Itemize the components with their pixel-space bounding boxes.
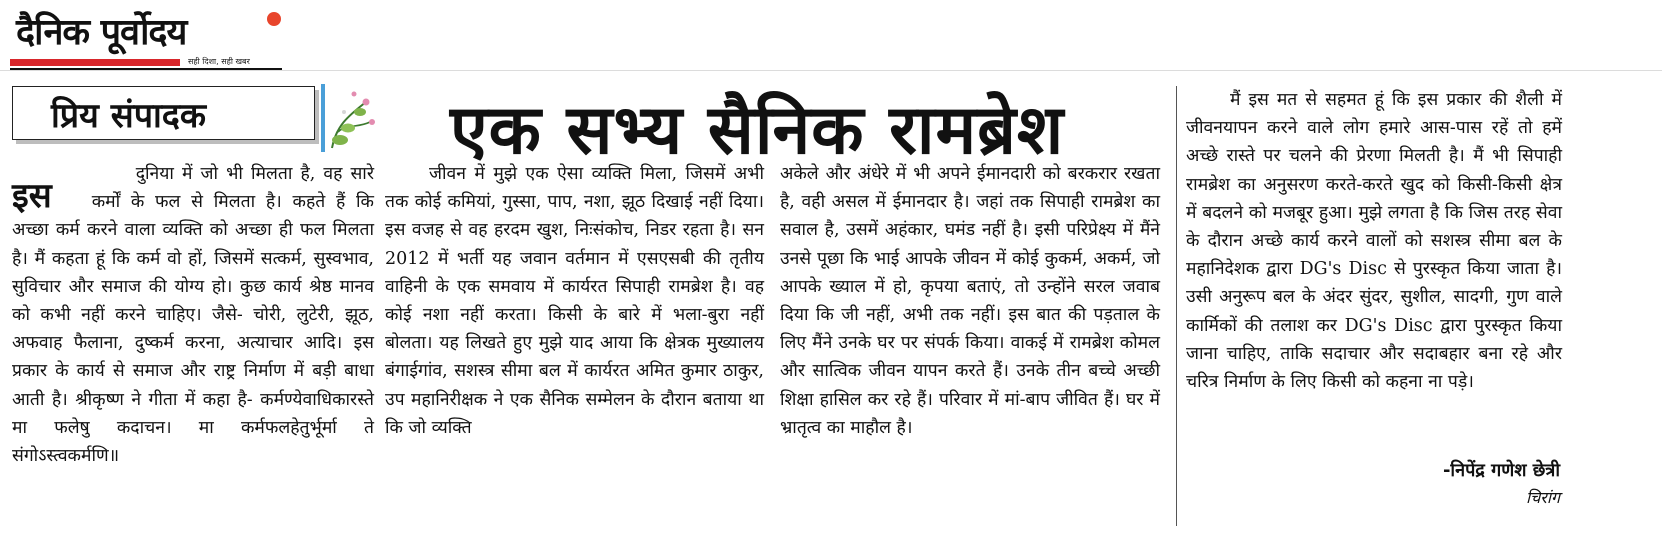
article-headline: एक सभ्य सैनिक रामब्रेश [450, 91, 1065, 170]
author-place: चिरांग [1525, 488, 1560, 507]
section-label: प्रिय संपादक [51, 96, 206, 136]
masthead [10, 4, 285, 70]
newspaper-name: दैनिक पूर्वोदय [16, 12, 187, 53]
flower-ornament-icon [318, 82, 378, 154]
newspaper-tagline: सही दिशा, सही खबर [188, 57, 250, 66]
masthead-underline [10, 68, 282, 70]
author-byline: -निपेंद्र गणेश छेत्री [1442, 460, 1560, 481]
article-column-3 [780, 160, 1160, 442]
column-3-text: अकेले और अंधेरे में भी अपने ईमानदारी को बरकरार रखता है, वही असल में ईमानदार है। जहां तक सिपाही रामब्रेश का सवाल है, उसमें अहंकार, घमंड नहीं है। इसी परिप्रेक्ष्य में मैंने उनसे पूछा कि भाई आपके जीवन में कोई कुकर्म, अकर्म, जो आपके ख्याल में हो, कृपया बताएं, तो उन्होंने सरल जवाब दिया कि जी नहीं, अभी तक नहीं। इस बात की पड़ताल के लिए मैंने उनके घर पर संपर्क किया। वाकई में रामब्रेश कोमल और सात्विक जीवन यापन करते हैं। उनके तीन बच्चे अच्छी शिक्षा हासिल कर रहे हैं। परिवार में मां-बाप जीवित हैं। घर में भ्रातृत्व का माहौल है। [780, 164, 1160, 438]
section-label-box [12, 86, 315, 140]
column-2-text: जीवन में मुझे एक ऐसा व्यक्ति मिला, जिसमें अभी तक कोई कमियां, गुस्सा, पाप, नशा, झूठ दिखाई नहीं दिया। इस वजह से वह हरदम खुश, निःसंकोच, निडर रहता है। सन 2012 में भर्ती यह जवान वर्तमान में एसएसबी की तृतीय वाहिनी के एक समवाय में कार्यरत सिपाही रामब्रेश है। वह कोई नशा नहीं करता। किसी के बारे में भला-बुरा नहीं बोलता। यह लिखते हुए मुझे याद आया कि क्षेत्रक मुख्यालय बंगाईगांव, सशस्त्र सीमा बल में कार्यरत अमित कुमार ठाकुर, उप महानिरीक्षक ने एक सैनिक सम्मेलन के दौरान बताया था कि जो व्यक्ति [385, 164, 764, 438]
article-column-2 [385, 160, 764, 442]
drop-cap: इस [12, 176, 52, 216]
article-column-4 [1186, 86, 1562, 396]
column-1-text: दुनिया में जो भी मिलता है, वह सारे कर्मों के फल से मिलता है। कहते हैं कि अच्छा कर्म करने वाला व्यक्ति को अच्छा ही फल मिलता है। मैं कहता हूं कि कर्म वो हों, जिसमें सत्कर्म, सुस्वभाव, सुविचार और समाज की योग्य हो। कुछ कार्य श्रेष्ठ मानव को कभी नहीं करने चाहिए। जैसे- चोरी, लुटेरी, झूठ, अफवाह फैलाना, दुष्कर्म करना, अत्याचार आदि। इस प्रकार के कार्य से समाज और राष्ट्र निर्माण में बड़ी बाधा आती है। श्रीकृष्ण ने गीता में कहा है- कर्मण्येवाधिकारस्ते मा फलेषु कदाचन। मा कर्मफलहेतुर्भूर्मा ते संगोऽस्त्वकर्मणि॥ [12, 164, 374, 467]
article-column-1 [12, 160, 374, 470]
column-4-text: मैं इस मत से सहमत हूं कि इस प्रकार की शैली में जीवनयापन करने वाले लोग हमारे आस-पास रहें तो हमें अच्छे रास्ते पर चलने की प्रेरणा मिलती है। मैं भी सिपाही रामब्रेश का अनुसरण करते-करते खुद को किसी-किसी क्षेत्र में बदलने को मजबूर हुआ। मुझे लगता है कि जिस तरह सेवा के दौरान अच्छे कार्य करने वालों को सशस्त्र सीमा बल के महानिदेशक द्वारा DG's Disc से पुरस्कृत किया जाता है। उसी अनुरूप बल के अंदर सुंदर, सुशील, सादगी, गुण वाले कार्मिकों की तलाश कर DG's Disc द्वारा पुरस्कृत किया जाना चाहिए, ताकि सदाचार और सदाबहार बना रहे और चरित्र निर्माण के लिए किसी को कहना ना पड़े। [1186, 90, 1562, 393]
sun-logo-icon [267, 12, 281, 26]
brand-red-bar [10, 59, 180, 66]
masthead-divider [0, 70, 1662, 71]
column-divider [1176, 86, 1177, 526]
